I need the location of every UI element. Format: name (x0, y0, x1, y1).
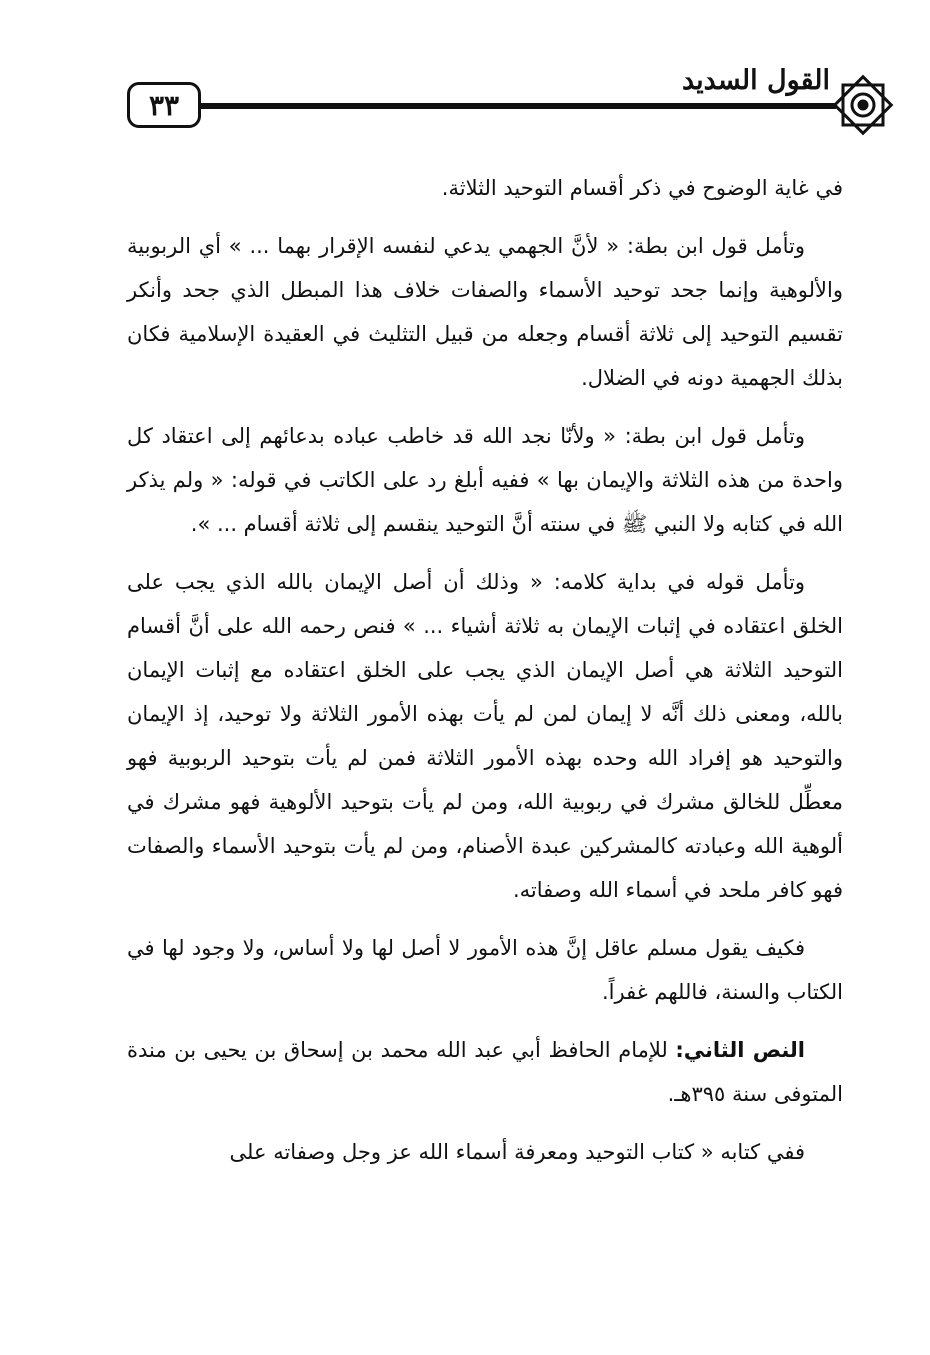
paragraph: وتأمل قول ابن بطة: « لأنَّ الجهمي يدعي لنفسه الإقرار بهما ... » أي الربوبية والألوهية وإنما جحد توحيد الأسماء والصفات خلاف هذا المبطل الذي جحد وأنكر تقسيم التوحيد إلى ثلاثة أقسام وجعله من قبيل التثليث في العقيدة الإسلامية فكان بذلك الجهمية دونه في الضلال. (127, 234, 843, 390)
section-lead: النص الثاني: (675, 1038, 805, 1062)
paragraph-text: للإمام الحافظ أبي عبد الله محمد بن إسحاق بن يحيى بن مندة المتوفى سنة ٣٩٥هـ. (127, 1038, 843, 1106)
book-title: القول السديد (681, 65, 830, 96)
page-number: ٣٣ (148, 88, 180, 122)
paragraph: ففي كتابه « كتاب التوحيد ومعرفة أسماء الله عز وجل وصفاته على (229, 1140, 805, 1164)
page-header (0, 0, 930, 140)
paragraph: وتأمل قوله في بداية كلامه: « وذلك أن أصل الإيمان بالله الذي يجب على الخلق اعتقاده في إثبات الإيمان به ثلاثة أشياء ... » فنص رحمه الله على أنَّ أقسام التوحيد الثلاثة هي أصل الإيمان الذي يجب على الخلق اعتقاده مع إثبات الإيمان بالله، ومعنى ذلك أنَّه لا إيمان لمن لم يأت بهذه الأمور الثلاثة ولا توحيد، إذ الإيمان والتوحيد هو إفراد الله وحده بهذه الأمور الثلاثة فمن لم يأت بتوحيد الربوبية فهو معطِّل للخالق مشرك في ربوبية الله، ومن لم يأت بتوحيد الألوهية فهو مشرك في ألوهية الله وعبادته كالمشركين عبدة الأصنام، ومن لم يأت بتوحيد الأسماء والصفات فهو كافر ملحد في أسماء الله وصفاته. (127, 570, 843, 902)
paragraph: وتأمل قول ابن بطة: « ولأنّا نجد الله قد خاطب عباده بدعائهم إلى اعتقاد كل واحدة من هذه الثلاثة والإيمان بها » ففيه أبلغ رد على الكاتب في قوله: « ولم يذكر الله في كتابه ولا النبي ﷺ في سنته أنَّ التوحيد ينقسم إلى ثلاثة أقسام ... ». (127, 424, 843, 536)
header-rule (200, 103, 836, 109)
eight-point-star-ornament-icon (832, 72, 894, 138)
page-number-box (127, 82, 201, 128)
paragraph: فكيف يقول مسلم عاقل إنَّ هذه الأمور لا أصل لها ولا أساس، ولا وجود لها في الكتاب والسنة، فاللهم غفراً. (127, 936, 843, 1004)
paragraph (127, 1028, 843, 1116)
paragraph: في غاية الوضوح في ذكر أقسام التوحيد الثلاثة. (441, 176, 843, 200)
page-body (127, 166, 843, 1188)
